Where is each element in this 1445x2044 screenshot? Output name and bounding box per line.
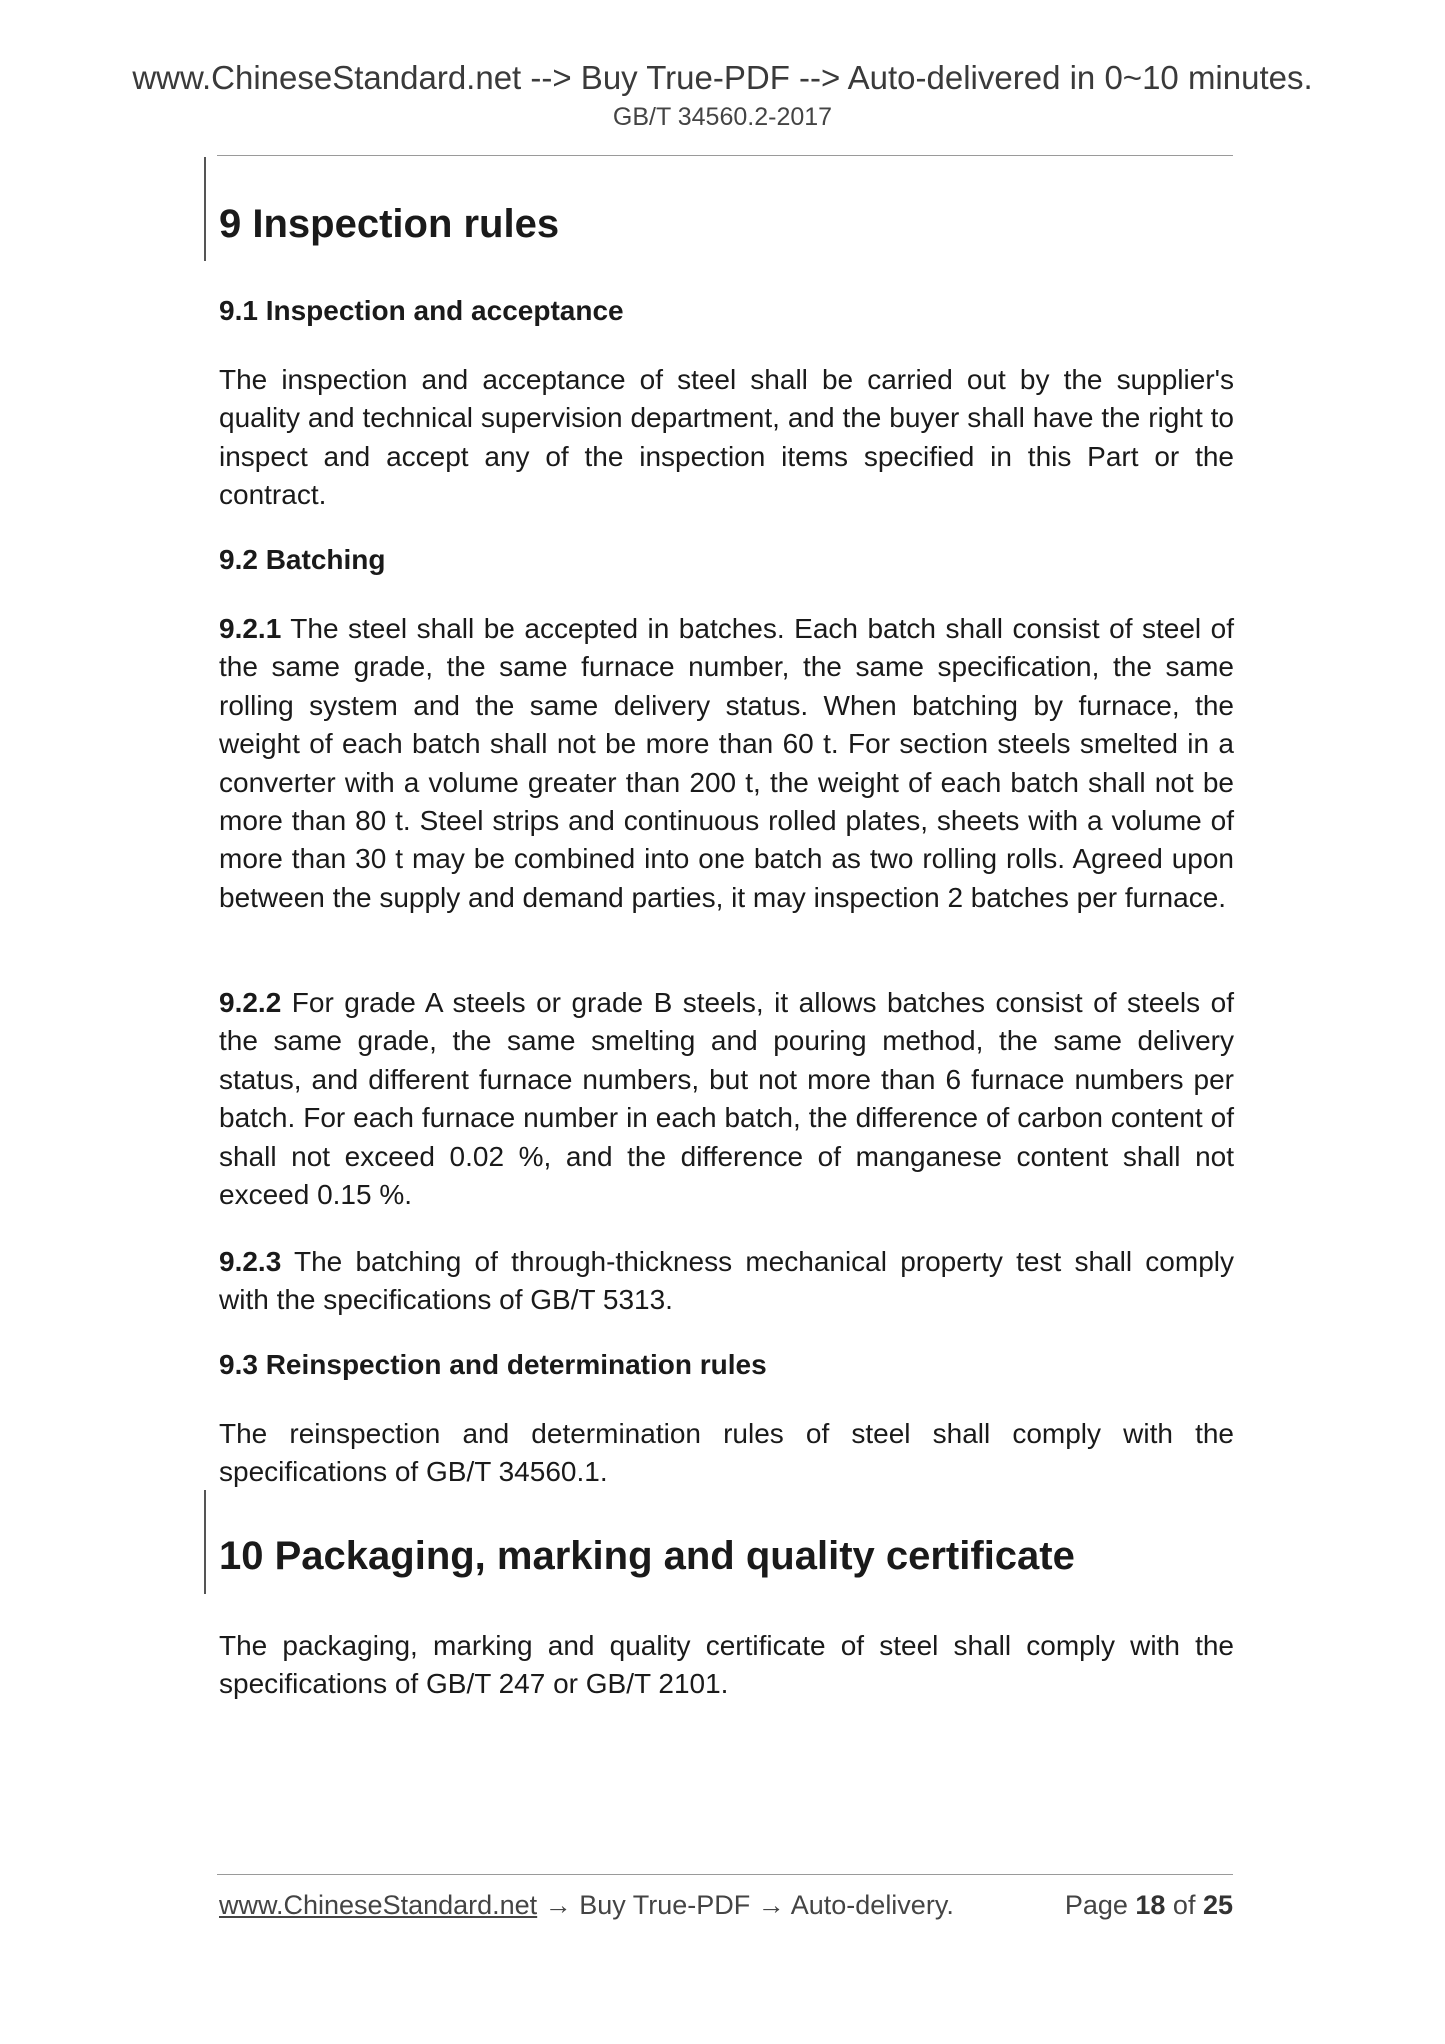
of-label: of (1165, 1890, 1203, 1920)
section-9-3-paragraph: The reinspection and determination rules of steel shall comply with the specifications of GB/T 34560.1. (219, 1418, 1234, 1488)
clause-9-2-2-number: 9.2.2 (219, 987, 282, 1018)
clause-9-2-3-text: The batching of through-thickness mechanical property test shall comply with the specifications of GB/T 5313. (219, 1246, 1234, 1316)
footer-divider (217, 1874, 1233, 1875)
section-9-2-2-paragraph (219, 984, 1234, 1214)
section-9-3-heading: 9.3 Reinspection and determination rules (219, 1349, 767, 1380)
total-page-count: 25 (1202, 1890, 1233, 1920)
clause-9-2-1-number: 9.2.1 (219, 613, 282, 644)
document-body (219, 0, 1234, 1870)
clause-9-2-1-text: The steel shall be accepted in batches. Each batch shall consist of steel of the same grade, the same furnace number, the same specification, the same rolling system and the same delivery status. When batching by furnace, the weight of each batch shall not be more than 60 t. For section steels smelted in a converter with a volume greater than 200 t, the weight of each batch shall not be more than 80 t. Steel strips and continuous rolled plates, sheets with a volume of more than 30 t may be combined into one batch as two rolling rolls. Agreed upon between the supply and demand parties, it may inspection 2 batches per furnace. (219, 613, 1234, 913)
section-10-heading: 10 Packaging, marking and quality certificate (219, 1534, 1075, 1578)
section-9-2-1-paragraph (219, 610, 1234, 917)
clause-9-2-3-number: 9.2.3 (219, 1246, 282, 1277)
footer-promo-text: → Buy True-PDF → Auto-delivery. (537, 1890, 954, 1920)
page-counter (1065, 1888, 1233, 1922)
change-bar-section-9 (204, 157, 206, 261)
footer-site-link[interactable]: www.ChineseStandard.net (219, 1890, 538, 1920)
section-9-1-heading: 9.1 Inspection and acceptance (219, 295, 624, 326)
section-10-paragraph: The packaging, marking and quality certificate of steel shall comply with the specifications of GB/T 247 or GB/T 2101. (219, 1630, 1234, 1700)
section-9-heading: 9 Inspection rules (219, 202, 560, 246)
clause-9-2-2-text: For grade A steels or grade B steels, it allows batches consist of steels of the same grade, the same smelting and pouring method, the same delivery status, and different furnace numbers, but not more than 6 furnace numbers per batch. For each furnace number in each batch, the difference of carbon content of shall not exceed 0.02 %, and the difference of manganese content shall not exceed 0.15 %. (219, 987, 1234, 1211)
section-9-2-heading: 9.2 Batching (219, 544, 386, 575)
footer-promo (219, 1888, 954, 1922)
current-page-number: 18 (1135, 1890, 1166, 1920)
standard-number: GB/T 34560.2-2017 (612, 103, 833, 131)
page-header-promo: www.ChineseStandard.net --> Buy True-PDF --> Auto-delivered in 0~10 minutes. (132, 59, 1313, 96)
change-bar-section-10 (204, 1490, 206, 1594)
section-9-2-3-paragraph (219, 1243, 1234, 1320)
section-9-1-paragraph: The inspection and acceptance of steel shall be carried out by the supplier's quality and technical supervision department, and the buyer shall have the right to inspect and accept any of the inspection items specified in this Part or the contract. (219, 364, 1234, 511)
page-label: Page (1064, 1890, 1136, 1920)
